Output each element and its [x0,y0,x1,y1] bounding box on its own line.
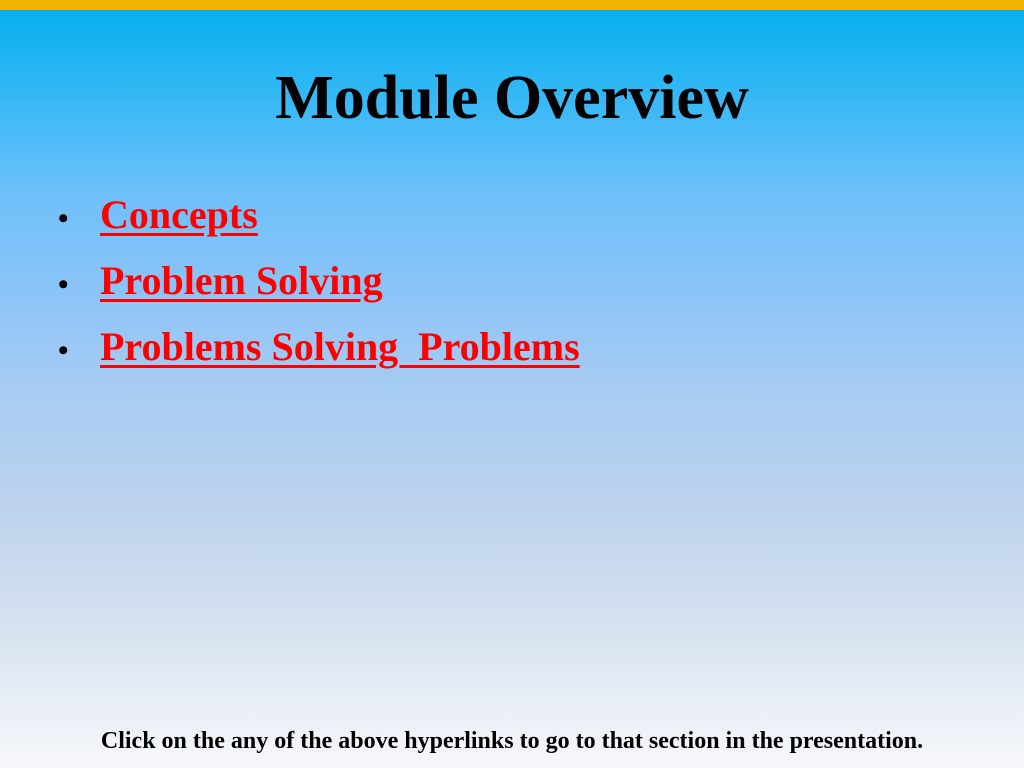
footer-instruction: Click on the any of the above hyperlinks to go to that section in the presentation. [100,728,924,754]
slide-title: Module Overview [275,64,749,132]
link-concepts[interactable]: Concepts [100,192,258,237]
bullet-icon: • [58,334,69,367]
list-item [58,188,580,254]
list-item [58,254,580,320]
bullet-icon: • [58,268,69,301]
hyperlink-list [58,188,580,386]
link-problem-solving[interactable]: Problem Solving [100,258,383,303]
link-problems-solving-problems[interactable]: Problems Solving Problems [100,324,580,369]
bullet-icon: • [58,202,69,235]
top-accent-bar [0,0,1024,10]
list-item [58,320,580,386]
